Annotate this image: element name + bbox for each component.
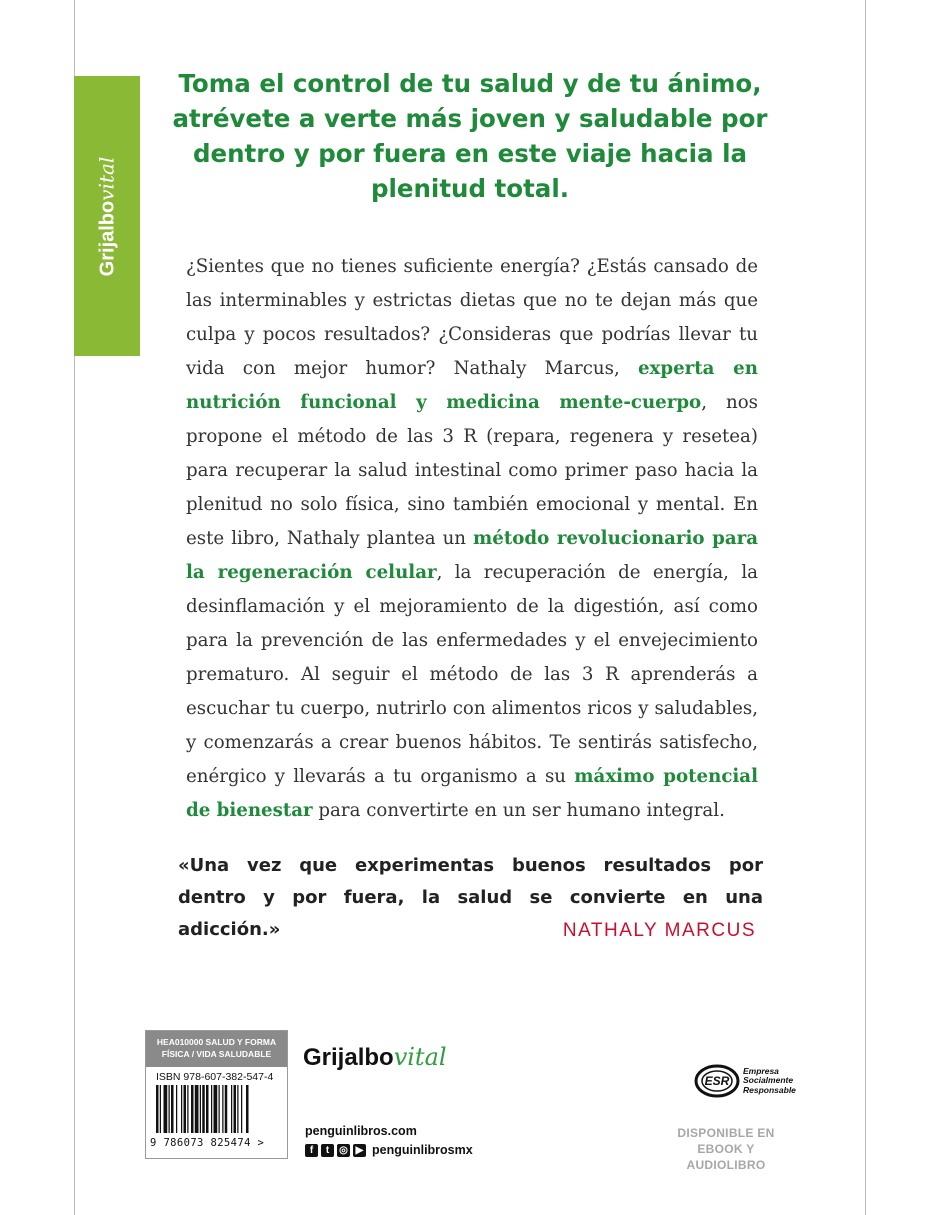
book-description: [186, 250, 758, 828]
barcode-bar: [222, 1085, 223, 1133]
social-handle[interactable]: penguinlibrosmx: [372, 1143, 473, 1157]
barcode-bar: [234, 1085, 237, 1133]
author-quote: «Una vez que experimentas buenos resultados por dentro y por fuera, la salud se convierte en una adicción.»: [178, 855, 763, 940]
headline: Toma el control de tu salud y de tu ánimo, atrévete a verte más joven y saludable por dentro y por fuera en este viaje hacia la plenitud total.: [172, 69, 768, 203]
spine-brand: Grijalbo: [96, 200, 119, 276]
barcode-bar: [160, 1085, 161, 1133]
barcode-bar: [156, 1085, 159, 1133]
barcode-bar: [231, 1085, 232, 1133]
barcode-bar: [241, 1085, 242, 1133]
esr-mark-text: ESR: [704, 1074, 730, 1088]
barcode-bar: [164, 1085, 168, 1133]
barcode-bar: [225, 1085, 228, 1133]
barcode-bar: [176, 1085, 177, 1133]
publisher-logo: [303, 1043, 447, 1072]
esr-badge: [694, 1063, 796, 1099]
barcode-digits: 9 786073 825474 >: [150, 1137, 265, 1149]
barcode-bar: [191, 1085, 194, 1133]
barcode-bar: [202, 1085, 205, 1133]
isbn-number: ISBN 978-607-382-547-4: [156, 1071, 274, 1083]
barcode-bar: [211, 1085, 212, 1133]
description-paragraph: [186, 250, 758, 828]
esr-line-1: Empresa: [743, 1065, 779, 1076]
barcode-bar: [214, 1085, 218, 1133]
description-text-1: ¿Sientes que no tienes suficiente energía? ¿Estás cansado de las interminables y estrictas dietas que no te dejan más que culpa y pocos resultados? ¿Consideras que podrías llevar tu vida con mejor humor? Nathaly Marcus,: [186, 256, 758, 379]
barcode-bar: [219, 1085, 220, 1133]
availability-line-2: EBOOK Y AUDIOLIBRO: [686, 1142, 766, 1172]
description-highlight-2: método revolucionario para la regeneración celular: [186, 528, 758, 583]
description-text-2: , nos propone el método de las 3 R (repara, regenera y resetea) para recuperar la salud intestinal como primer paso hacia la plenitud no solo física, sino también emocional y mental. En este libro, Nathaly plantea un: [186, 392, 759, 549]
twitter-icon[interactable]: t: [321, 1144, 334, 1157]
barcode-bar: [237, 1085, 238, 1133]
description-text-4: para convertirte en un ser humano integral.: [312, 800, 725, 821]
availability-line-1: DISPONIBLE EN: [677, 1126, 775, 1140]
spine-imprint: vital: [94, 156, 119, 201]
barcode-bar: [206, 1085, 209, 1133]
barcode-bar: [187, 1085, 188, 1133]
barcode-bar: [184, 1085, 187, 1133]
isbn-block: [145, 1030, 288, 1159]
quote-author: NATHALY MARCUS: [562, 920, 756, 941]
social-links: [305, 1143, 473, 1157]
esr-caption: [743, 1067, 796, 1096]
description-text-3: , la recuperación de energía, la desinflamación y el mejoramiento de la digestión, así como para la prevención de las enfermedades y el envejecimiento prematuro. Al seguir el método de las 3 R aprenderás a escuchar tu cuerpo, nutrirlo con alimentos ricos y saludables, y comenzarás a crear buenos hábitos. Te sentirás satisfecho, enérgico y llevarás a tu organismo a su: [186, 562, 758, 787]
right-edge-line: [865, 0, 866, 1215]
publisher-brand: Grijalbo: [303, 1044, 394, 1071]
esr-line-3: Responsable: [743, 1084, 796, 1095]
barcode-bar: [246, 1085, 249, 1133]
spine-logo: [74, 76, 140, 356]
publisher-imprint: vital: [393, 1043, 447, 1071]
esr-line-2: Socialmente: [743, 1075, 794, 1086]
isbn-category: HEA010000 SALUD Y FORMA FÍSICA / VIDA SALUDABLE: [146, 1031, 287, 1067]
barcode: [156, 1085, 278, 1133]
barcode-bar: [171, 1085, 174, 1133]
barcode-bar: [181, 1085, 182, 1133]
publisher-website[interactable]: penguinlibros.com: [305, 1124, 417, 1138]
description-highlight-3: máximo potencial de bienestar: [186, 766, 758, 821]
instagram-icon[interactable]: ◎: [337, 1144, 350, 1157]
availability-note: [666, 1125, 786, 1173]
description-highlight-1: experta en nutrición funcional y medicina mente-cuerpo: [186, 358, 758, 413]
esr-logo-icon: [694, 1063, 740, 1099]
barcode-bar: [169, 1085, 170, 1133]
facebook-icon[interactable]: f: [305, 1144, 318, 1157]
youtube-icon[interactable]: ▶: [353, 1144, 366, 1157]
barcode-bar: [200, 1085, 201, 1133]
barcode-bar: [195, 1085, 199, 1133]
